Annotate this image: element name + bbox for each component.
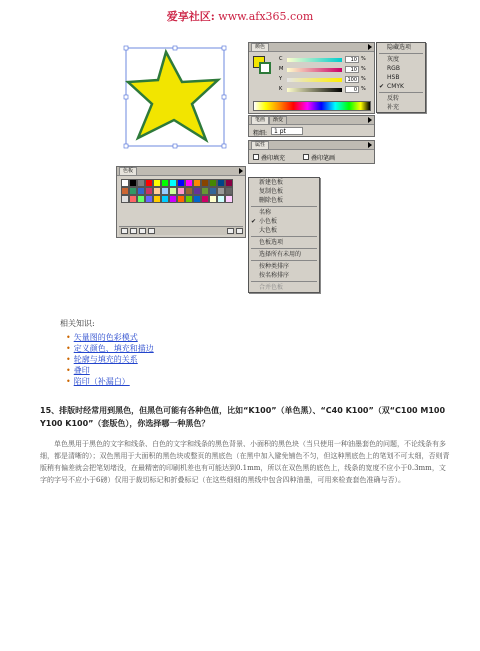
overprint-stroke-label: 叠印笔画	[311, 155, 336, 162]
menu-item[interactable]	[249, 208, 319, 217]
y-slider[interactable]	[287, 78, 342, 82]
bullet-icon: •	[66, 377, 71, 386]
list-item	[66, 365, 154, 376]
swatch[interactable]	[185, 195, 193, 203]
y-value[interactable]: 100	[345, 76, 359, 83]
menu-item[interactable]	[377, 64, 425, 73]
menu-item[interactable]	[249, 226, 319, 235]
bullet-icon: •	[66, 366, 71, 375]
menu-item-label: 隐藏选项	[387, 44, 412, 51]
overprint-stroke-checkbox[interactable]	[303, 154, 309, 160]
swatch[interactable]	[137, 187, 145, 195]
menu-separator	[379, 53, 423, 54]
check-icon: ✔	[379, 83, 385, 90]
menu-item[interactable]	[249, 262, 319, 271]
show-color-swatches-icon[interactable]	[130, 228, 137, 234]
swatch[interactable]	[185, 187, 193, 195]
row-label: K	[279, 86, 283, 92]
swatch[interactable]	[121, 179, 129, 187]
site-url[interactable]: www.afx365.com	[218, 10, 314, 23]
menu-item[interactable]	[377, 103, 425, 112]
tab-color[interactable]: 颜色	[251, 43, 269, 51]
color-spectrum[interactable]	[253, 101, 371, 111]
swatch[interactable]	[177, 195, 185, 203]
swatch[interactable]	[225, 195, 233, 203]
list-item	[66, 343, 154, 354]
row-label: Y	[279, 76, 283, 82]
menu-item-label: 名称	[259, 209, 272, 216]
new-swatch-icon[interactable]	[227, 228, 234, 234]
stroke-panel	[248, 115, 375, 137]
related-link[interactable]: 叠印	[73, 366, 90, 375]
color-panel-menu	[376, 42, 426, 113]
attr-panel-tabbar	[249, 141, 374, 150]
menu-item[interactable]	[249, 196, 319, 205]
menu-item-label: 反转	[387, 95, 400, 102]
related-list	[60, 332, 154, 387]
swatch[interactable]	[137, 179, 145, 187]
swatch[interactable]	[121, 195, 129, 203]
list-item	[66, 354, 154, 365]
color-panel	[248, 42, 375, 114]
star-icon	[120, 42, 230, 152]
trash-icon[interactable]	[236, 228, 243, 234]
menu-item-label: 选择所有未用的	[259, 251, 302, 258]
menu-item-label: CMYK	[387, 83, 404, 90]
weight-label: 粗细:	[253, 130, 268, 137]
cmyk-row-k	[279, 86, 371, 94]
color-panel-tabbar	[249, 43, 374, 52]
swatch[interactable]	[185, 179, 193, 187]
swatches-panel	[116, 166, 246, 238]
swatch[interactable]	[209, 179, 217, 187]
cmyk-row-m	[279, 66, 371, 74]
menu-separator	[379, 92, 423, 93]
menu-item	[249, 283, 319, 292]
swatch[interactable]	[225, 179, 233, 187]
tab-attributes[interactable]: 属性	[251, 141, 269, 149]
menu-item[interactable]	[249, 271, 319, 280]
menu-item-label: 补充	[387, 104, 400, 111]
menu-item-label: RGB	[387, 65, 400, 72]
menu-separator	[251, 260, 317, 261]
swatch[interactable]	[169, 195, 177, 203]
star-artwork	[120, 42, 230, 152]
menu-item-label: 合并色板	[259, 284, 284, 291]
show-pattern-swatches-icon[interactable]	[148, 228, 155, 234]
swatch[interactable]	[169, 179, 177, 187]
show-gradient-swatches-icon[interactable]	[139, 228, 146, 234]
menu-item-label: 删除色板	[259, 197, 284, 204]
panel-menu-arrow-icon[interactable]	[368, 117, 372, 123]
swatch[interactable]	[201, 179, 209, 187]
menu-item-label: 灰度	[387, 56, 400, 63]
cmyk-row-c	[279, 56, 371, 64]
answer-paragraph: 单色黑用于黑色的文字和线条、白色的文字和线条的黑色背景、小面积的黑色块（当只使用一种油墨套色的问题，不论线条有多细，都是清晰的）；双色黑用于大面积的黑色块或整页的黑底色（在黑中加入避免铺色不匀，但这种黑底色上的笔划不可太细，否则青版稍有偏差就会把笔划堵没，在最精密的印刷机差也有可能达到0.1mm，所以在双色黑的底色上，线条的宽度不应小于0.3mm，文字的字号不应小于6磅）仅用于裁切标记和折叠标记（在这些细细的黑线中包含四种油墨，可用来检查套色准确与否）。	[40, 440, 450, 484]
panel-menu-arrow-icon[interactable]	[239, 168, 243, 174]
menu-item-label: 按名称排序	[259, 272, 290, 279]
unit: %	[361, 86, 366, 92]
swatch[interactable]	[161, 195, 169, 203]
menu-item[interactable]	[377, 43, 425, 52]
menu-item-label: HSB	[387, 74, 400, 81]
swatch[interactable]	[177, 179, 185, 187]
bullet-icon: •	[66, 344, 71, 353]
swatch[interactable]	[153, 195, 161, 203]
swatch[interactable]	[177, 187, 185, 195]
menu-item[interactable]	[249, 187, 319, 196]
related-title: 相关知识:	[60, 319, 95, 328]
row-label: C	[279, 56, 283, 62]
swatch-panel-tabbar	[117, 167, 245, 176]
unit: %	[361, 76, 366, 82]
c-slider[interactable]	[287, 58, 342, 62]
row-label: M	[279, 66, 284, 72]
swatch[interactable]	[201, 187, 209, 195]
menu-item-label: 复制色板	[259, 188, 284, 195]
c-value[interactable]: 10	[345, 56, 359, 63]
panel-menu-arrow-icon[interactable]	[368, 44, 372, 50]
list-item	[66, 376, 154, 387]
menu-item[interactable]	[377, 55, 425, 64]
menu-item-label: 小色板	[259, 218, 278, 225]
menu-item-label: 按种类排序	[259, 263, 290, 270]
bullet-icon: •	[66, 333, 71, 342]
related-link[interactable]: 陷印（补漏白）	[73, 377, 130, 386]
related-link[interactable]: 定义颜色、填充和描边	[73, 344, 154, 353]
swatch[interactable]	[153, 179, 161, 187]
swatch[interactable]	[209, 187, 217, 195]
k-slider[interactable]	[287, 88, 342, 92]
related-link[interactable]: 矢量图的色彩模式	[73, 333, 138, 342]
show-all-swatches-icon[interactable]	[121, 228, 128, 234]
tab-swatches[interactable]: 色板	[119, 167, 137, 175]
swatch[interactable]	[153, 187, 161, 195]
list-item	[66, 332, 154, 343]
related-knowledge	[60, 318, 154, 387]
swatch[interactable]	[209, 195, 217, 203]
swatch[interactable]	[129, 187, 137, 195]
swatch[interactable]	[137, 195, 145, 203]
menu-separator	[251, 248, 317, 249]
swatches-panel-menu	[248, 177, 320, 293]
question-heading: 15、排版时经常用到黑色，但黑色可能有各种色值，比如“K100”（单色黑）、“C40 K100”（双“C100 M100 Y100 K100”（套版色），你选择哪一种黑色？	[40, 406, 446, 428]
cmyk-row-y	[279, 76, 371, 84]
swatch[interactable]	[161, 179, 169, 187]
swatch[interactable]	[145, 187, 153, 195]
bullet-icon: •	[66, 355, 71, 364]
overprint-fill-label: 叠印填充	[261, 155, 286, 162]
unit: %	[361, 66, 366, 72]
menu-item-label: 大色板	[259, 227, 278, 234]
menu-item[interactable]	[377, 82, 425, 91]
menu-item[interactable]	[249, 250, 319, 259]
menu-item-label: 色板选项	[259, 239, 284, 246]
menu-separator	[251, 236, 317, 237]
m-value[interactable]: 10	[345, 66, 359, 73]
menu-item[interactable]	[377, 73, 425, 82]
swatch[interactable]	[201, 195, 209, 203]
swatch[interactable]	[193, 179, 201, 187]
unit: %	[361, 56, 366, 62]
menu-item-label: 新建色板	[259, 179, 284, 186]
swatch[interactable]	[129, 179, 137, 187]
menu-separator	[251, 281, 317, 282]
tab-stroke[interactable]: 笔画	[251, 116, 269, 124]
swatch[interactable]	[225, 187, 233, 195]
tab-gradient[interactable]: 渐变	[269, 116, 287, 124]
swatch[interactable]	[217, 195, 225, 203]
panel-menu-arrow-icon[interactable]	[368, 142, 372, 148]
menu-item[interactable]	[249, 238, 319, 247]
menu-item[interactable]	[249, 217, 319, 226]
swatch[interactable]	[217, 187, 225, 195]
swatch[interactable]	[217, 179, 225, 187]
illustration	[110, 32, 412, 302]
swatch-toolbar	[119, 226, 243, 235]
menu-item[interactable]	[377, 94, 425, 103]
swatch[interactable]	[145, 179, 153, 187]
m-slider[interactable]	[287, 68, 342, 72]
swatch[interactable]	[169, 187, 177, 195]
page-header	[0, 8, 480, 24]
swatch[interactable]	[193, 187, 201, 195]
swatch[interactable]	[129, 195, 137, 203]
stroke-swatch[interactable]	[259, 62, 271, 74]
check-icon: ✔	[251, 218, 257, 225]
swatch[interactable]	[161, 187, 169, 195]
related-link[interactable]: 轮廓与填充的关系	[73, 355, 138, 364]
swatch-grid	[121, 179, 243, 203]
stroke-panel-tabbar	[249, 116, 374, 125]
menu-item[interactable]	[249, 178, 319, 187]
menu-separator	[251, 206, 317, 207]
swatch[interactable]	[121, 187, 129, 195]
swatch[interactable]	[193, 195, 201, 203]
site-logo: 爱享社区:	[166, 10, 215, 23]
weight-input[interactable]: 1 pt	[271, 127, 303, 135]
swatch[interactable]	[145, 195, 153, 203]
overprint-fill-checkbox[interactable]	[253, 154, 259, 160]
attributes-panel	[248, 140, 375, 164]
k-value[interactable]: 0	[345, 86, 359, 93]
